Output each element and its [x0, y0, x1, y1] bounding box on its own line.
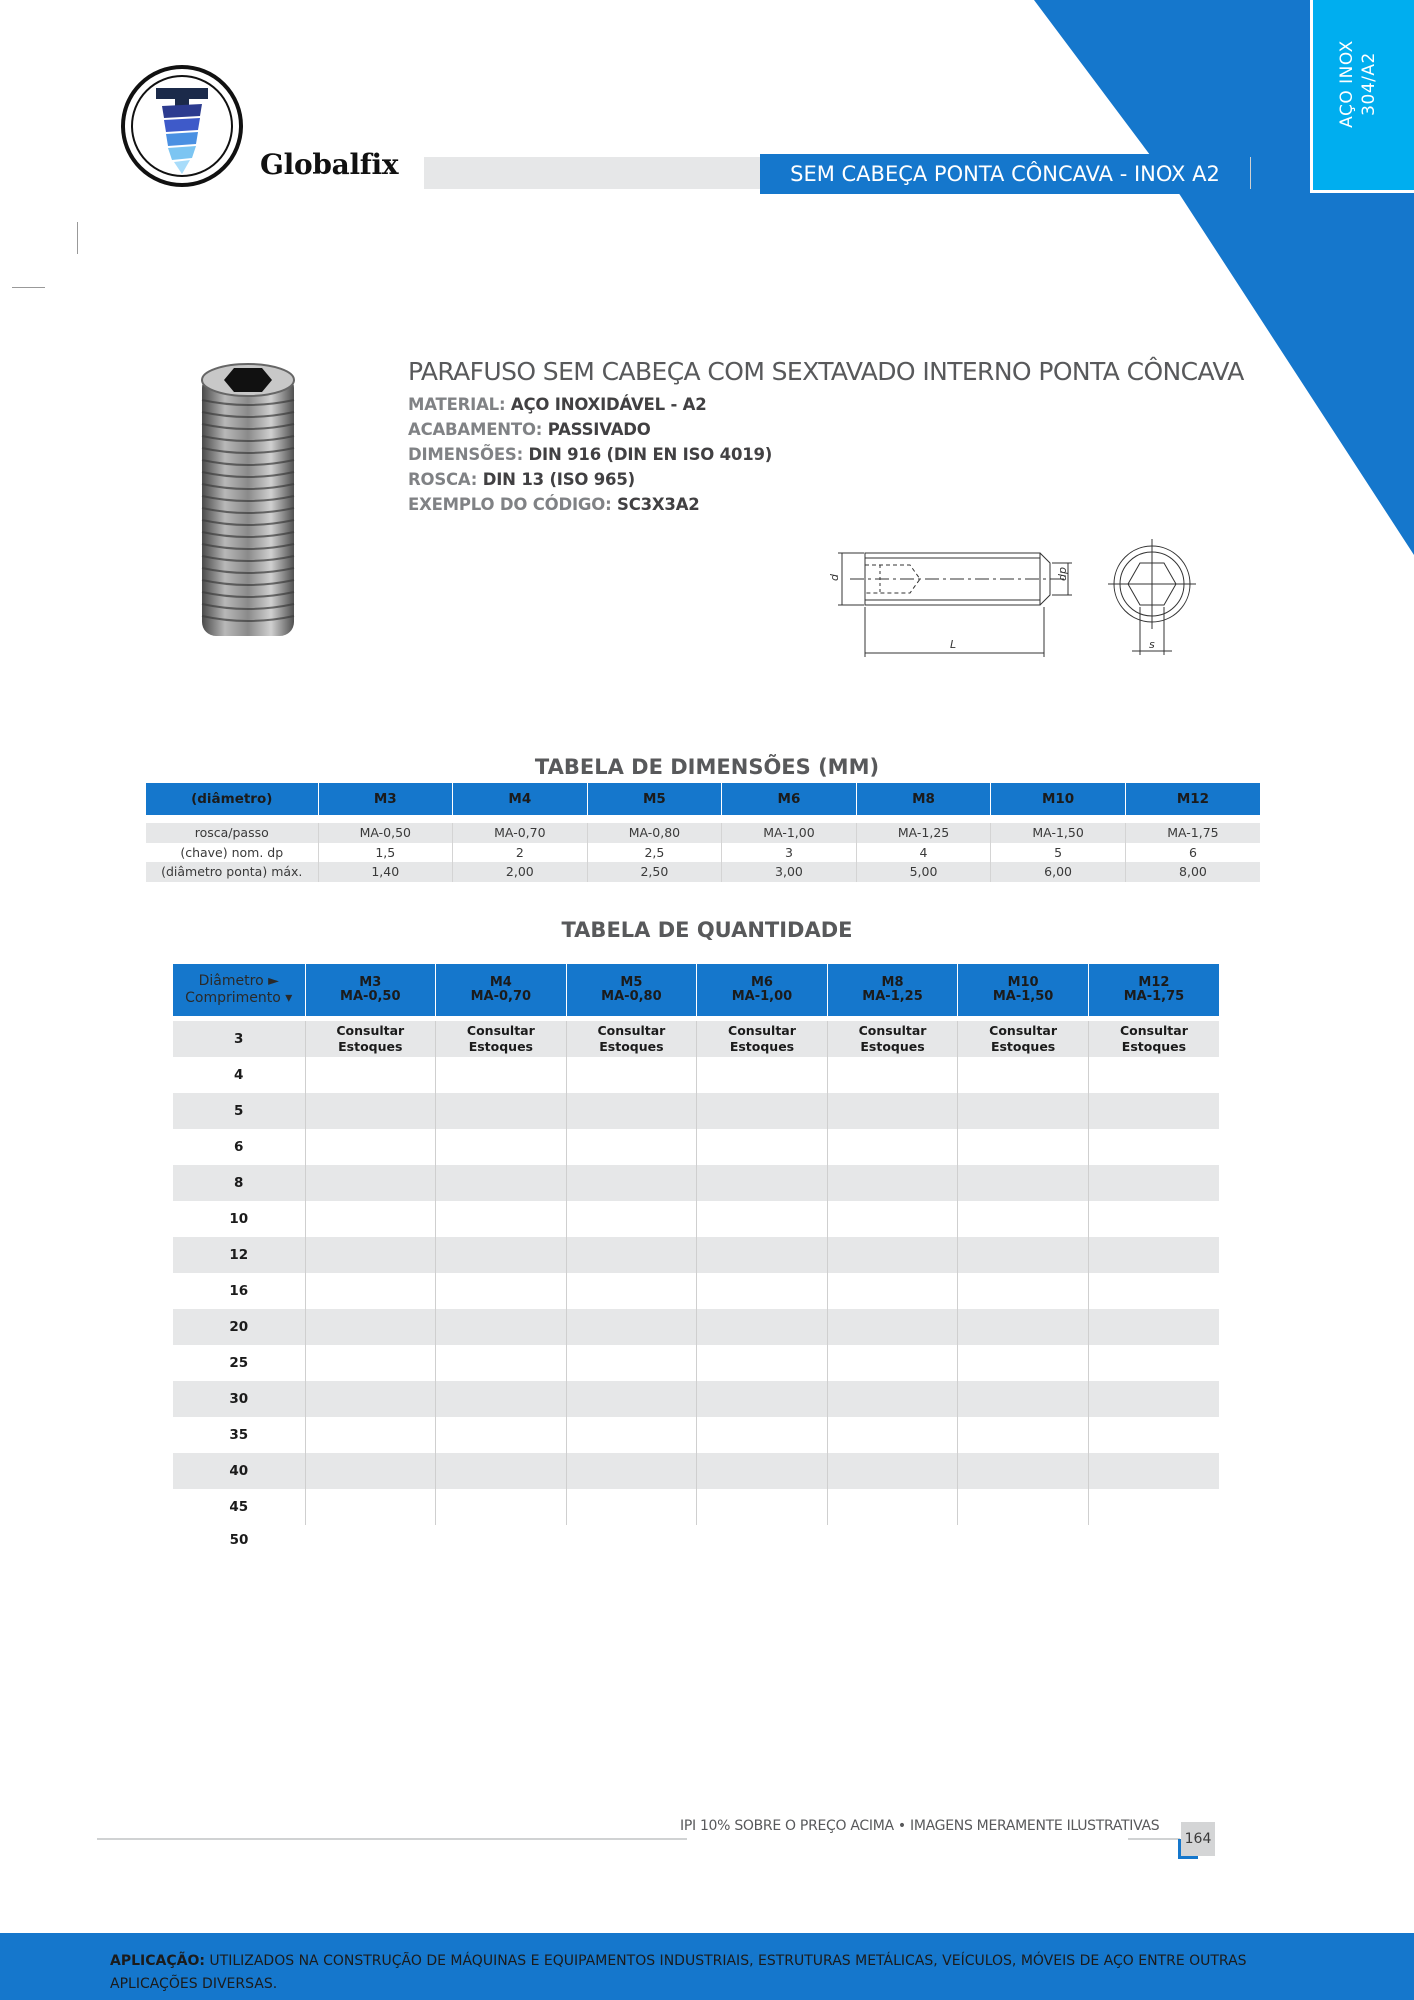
stock-cell: Consultar Estoques: [827, 1021, 958, 1057]
spec-finish: ACABAMENTO: PASSIVADO: [408, 420, 651, 439]
table-row: [173, 1057, 1219, 1093]
length-cell: 3: [173, 1021, 305, 1057]
length-cell: 30: [173, 1381, 305, 1417]
stock-cell: Consultar Estoques: [1088, 1021, 1219, 1057]
table-cell: 3,00: [722, 862, 857, 882]
table-row: [173, 1237, 1219, 1273]
qty-header-cell: M4 MA-0,70: [436, 964, 567, 1016]
application-text: APLICAÇÃO: UTILIZADOS NA CONSTRUÇÃO DE MÁQUINAS E EQUIPAMENTOS INDUSTRIAIS, ESTRUTURAS METÁLICAS, VEÍCULOS, MÓVEIS DE AÇO ENTRE OUTRAS APLICAÇÕES DIVERSAS.: [110, 1953, 1247, 1992]
qty-header-cell: M6 MA-1,00: [697, 964, 828, 1016]
table-row: [173, 1201, 1219, 1237]
spec-material: MATERIAL: AÇO INOXIDÁVEL - A2: [408, 395, 707, 414]
table-cell: 6: [1125, 843, 1260, 863]
spec-code-example: EXEMPLO DO CÓDIGO: SC3X3A2: [408, 495, 700, 514]
table-cell: 2,50: [587, 862, 722, 882]
dim-header-cell: M5: [587, 783, 722, 815]
brand-logo-icon: [120, 64, 244, 188]
drawing-label-L: L: [950, 638, 957, 651]
table-cell: 2,00: [453, 862, 588, 882]
table-row: [173, 1021, 1219, 1057]
table-cell: MA-1,25: [856, 823, 991, 843]
table-row: [173, 1129, 1219, 1165]
dimensions-table: [146, 783, 1260, 882]
table-cell: 1,40: [318, 862, 453, 882]
table-cell: 4: [856, 843, 991, 863]
dim-header-cell: M8: [856, 783, 991, 815]
dimensions-table-title: TABELA DE DIMENSÕES (MM): [534, 755, 880, 779]
table-cell: 8,00: [1125, 862, 1260, 882]
table-row: [173, 1453, 1219, 1489]
header-bar-accent: [424, 157, 760, 189]
table-cell: MA-1,50: [991, 823, 1126, 843]
table-cell: (diâmetro ponta) máx.: [146, 862, 318, 882]
table-row: [173, 1381, 1219, 1417]
table-cell: 3: [722, 843, 857, 863]
table-cell: 1,5: [318, 843, 453, 863]
length-cell: 6: [234, 1139, 244, 1155]
section-header: SEM CABEÇA PONTA CÔNCAVA - INOX A2: [760, 154, 1250, 194]
stock-cell: Consultar Estoques: [697, 1021, 828, 1057]
page-number: 164: [1181, 1822, 1215, 1856]
table-cell: 6,00: [991, 862, 1126, 882]
stock-cell: Consultar Estoques: [958, 1021, 1089, 1057]
table-cell: MA-0,50: [318, 823, 453, 843]
table-cell: MA-0,70: [453, 823, 588, 843]
stock-cell: Consultar Estoques: [436, 1021, 567, 1057]
dim-header-cell: M4: [453, 783, 588, 815]
quantity-table: [173, 964, 1219, 1555]
stock-cell: Consultar Estoques: [566, 1021, 697, 1057]
length-cell: 45: [229, 1499, 249, 1515]
dim-header-cell: (diâmetro): [146, 783, 318, 815]
crop-mark-horizontal: [12, 287, 45, 288]
table-row: [173, 1309, 1219, 1345]
quantity-table-title: TABELA DE QUANTIDADE: [561, 918, 853, 942]
length-cell: 25: [229, 1355, 249, 1371]
drawing-label-d: d: [828, 574, 841, 581]
spec-dimensions: DIMENSÕES: DIN 916 (DIN EN ISO 4019): [408, 445, 773, 464]
brand-name: Globalfix: [260, 148, 399, 181]
table-cell: MA-1,00: [722, 823, 857, 843]
length-cell: 8: [173, 1165, 305, 1201]
dim-header-cell: M10: [991, 783, 1126, 815]
drawing-label-s: s: [1149, 638, 1155, 651]
length-cell: 20: [173, 1309, 305, 1345]
table-cell: 5,00: [856, 862, 991, 882]
dim-header-cell: M3: [318, 783, 453, 815]
quantity-table-header: [173, 964, 1219, 1016]
technical-drawing: [830, 535, 1205, 655]
footer-note: IPI 10% SOBRE O PREÇO ACIMA • IMAGENS MERAMENTE ILUSTRATIVAS: [680, 1818, 1160, 1834]
table-row: [146, 843, 1260, 863]
footer-divider-right: [1128, 1838, 1180, 1840]
table-row: [146, 823, 1260, 843]
product-title: PARAFUSO SEM CABEÇA COM SEXTAVADO INTERNO PONTA CÔNCAVA: [408, 357, 1244, 386]
table-row: [173, 1525, 1219, 1555]
dimensions-table-header: [146, 783, 1260, 815]
length-cell: 10: [229, 1211, 249, 1227]
quantity-corner-header: Diâmetro ► Comprimento ▾: [173, 964, 305, 1016]
table-row: [173, 1489, 1219, 1525]
length-cell: 12: [173, 1237, 305, 1273]
qty-header-cell: M10 MA-1,50: [958, 964, 1089, 1016]
table-row: [146, 862, 1260, 882]
table-cell: MA-1,75: [1125, 823, 1260, 843]
crop-mark-vertical: [77, 222, 78, 254]
product-photo-set-screw: [150, 350, 340, 660]
stock-cell: Consultar Estoques: [305, 1021, 436, 1057]
spec-thread: ROSCA: DIN 13 (ISO 965): [408, 470, 635, 489]
header-divider: [1250, 157, 1251, 189]
table-row: [173, 1093, 1219, 1129]
qty-header-cell: M5 MA-0,80: [566, 964, 697, 1016]
qty-header-cell: M8 MA-1,25: [827, 964, 958, 1016]
footer-divider-left: [97, 1838, 687, 1840]
table-row: [173, 1273, 1219, 1309]
table-cell: 2: [453, 843, 588, 863]
length-cell: 16: [229, 1283, 249, 1299]
table-cell: MA-0,80: [587, 823, 722, 843]
table-cell: rosca/passo: [146, 823, 318, 843]
length-cell: 35: [229, 1427, 249, 1443]
table-row: [173, 1417, 1219, 1453]
table-row: [173, 1345, 1219, 1381]
table-cell: 2,5: [587, 843, 722, 863]
table-cell: (chave) nom. dp: [180, 844, 284, 860]
table-row: [173, 1165, 1219, 1201]
dim-header-cell: M12: [1125, 783, 1260, 815]
dim-header-cell: M6: [722, 783, 857, 815]
drawing-label-dp: dp: [1056, 567, 1069, 581]
qty-header-cell: M3 MA-0,50: [305, 964, 436, 1016]
length-cell: 40: [173, 1453, 305, 1489]
qty-header-cell: M12 MA-1,75: [1088, 964, 1219, 1016]
length-cell: 4: [234, 1067, 244, 1083]
length-cell: 5: [173, 1093, 305, 1129]
table-cell: 5: [991, 843, 1126, 863]
length-cell: 50: [229, 1532, 249, 1548]
